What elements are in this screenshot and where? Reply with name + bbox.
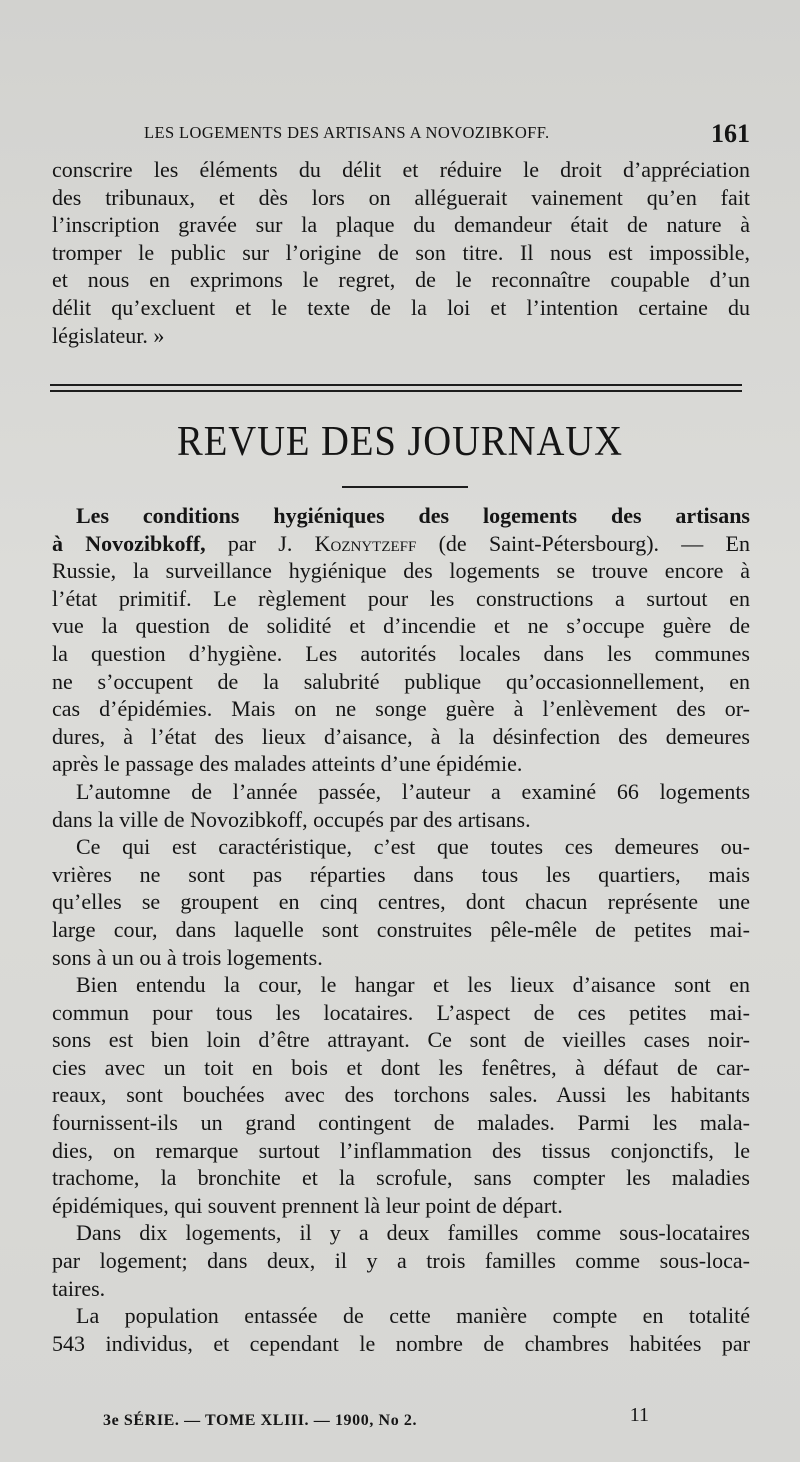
- text-line: tromper le public sur l’origine de son titre. Il nous est impossible,: [52, 239, 750, 265]
- article-author: Koznytzeff: [314, 530, 417, 556]
- article-title-end: à Novozibkoff,: [52, 530, 206, 556]
- running-title: LES LOGEMENTS DES ARTISANS A NOVOZIBKOFF.: [144, 123, 550, 142]
- text-line: vrières ne sont pas réparties dans tous les quartiers, mais: [52, 861, 750, 887]
- article-byline-rest: (de Saint-Pétersbourg). — En: [438, 530, 750, 556]
- article-body: [52, 502, 750, 1357]
- text-line: Bien entendu la cour, le hangar et les lieux d’aisance sont en: [76, 972, 750, 998]
- article-by: par J.: [227, 530, 293, 556]
- text-line: législateur. »: [52, 322, 165, 348]
- page-footer: [103, 1404, 649, 1434]
- text-line: dures, à l’état des lieux d’aisance, à la désinfection des demeures: [52, 723, 750, 749]
- text-line: commun pour tous les locataires. L’aspect de ces petites mai-: [52, 999, 750, 1025]
- text-line: cies avec un toit en bois et dont les fenêtres, à défaut de car-: [52, 1054, 750, 1080]
- signature-mark: 11: [629, 1404, 649, 1426]
- text-line: délit qu’excluent et le texte de la loi et l’intention certaine du: [52, 294, 750, 320]
- text-line: sons est bien loin d’être attrayant. Ce sont de vieilles cases noir-: [52, 1027, 750, 1053]
- page-number: 161: [711, 119, 750, 148]
- text-line: trachome, la bronchite et la scrofule, sans compter les maladies: [52, 1165, 750, 1191]
- series-line: 3e SÉRIE. — TOME XLIII. — 1900, No 2.: [103, 1412, 418, 1429]
- article-byline: [52, 530, 750, 558]
- text-line: épidémiques, qui souvent prennent là leur point de départ.: [52, 1192, 563, 1218]
- text-line: cas d’épidémies. Mais on ne songe guère à l’enlèvement des or-: [52, 696, 750, 722]
- text-line: taires.: [52, 1275, 106, 1301]
- text-line: dies, on remarque surtout l’inflammation des tissus conjonctifs, le: [52, 1137, 750, 1163]
- double-rule-divider: [50, 384, 742, 392]
- text-line: reaux, sont bouchées avec des torchons sales. Aussi les habitants: [52, 1082, 750, 1108]
- text-line: La population entassée de cette manière compte en totalité: [76, 1303, 750, 1329]
- text-line: L’automne de l’année passée, l’auteur a examiné 66 logements: [76, 778, 750, 804]
- text-line: l’inscription gravée sur la plaque du demandeur était de nature à: [52, 212, 750, 238]
- short-rule-divider: [342, 486, 468, 488]
- text-line: conscrire les éléments du délit et réduire le droit d’appréciation: [52, 157, 750, 182]
- text-line: dans la ville de Novozibkoff, occupés par des artisans.: [52, 806, 531, 832]
- text-line: fournissent-ils un grand contingent de malades. Parmi les mala-: [52, 1110, 750, 1136]
- text-line: l’état primitif. Le règlement pour les constructions a surtout en: [52, 585, 750, 611]
- text-line: après le passage des malades atteints d’une épidémie.: [52, 751, 523, 777]
- text-line: vue la question de solidité et d’incendie et ne s’occupe guère de: [52, 613, 750, 639]
- text-line: Dans dix logements, il y a deux familles comme sous-locataires: [76, 1220, 750, 1246]
- text-line: sons à un ou à trois logements.: [52, 944, 323, 970]
- section-title: REVUE DES JOURNAUX: [177, 419, 623, 465]
- continuation-paragraph: [52, 156, 750, 349]
- text-line: large cour, dans laquelle sont construites pêle-mêle de petites mai-: [52, 916, 750, 942]
- text-line: par logement; dans deux, il y a trois familles comme sous-loca-: [52, 1248, 750, 1274]
- article-title-line: [52, 502, 750, 530]
- text-line: Ce qui est caractéristique, c’est que toutes ces demeures ou-: [76, 834, 750, 860]
- running-head: [138, 119, 750, 149]
- text-line: la question d’hygiène. Les autorités locales dans les communes: [52, 640, 750, 666]
- article-title: Les conditions hygiéniques des logements des artisans: [76, 503, 750, 528]
- text-line: et nous en exprimons le regret, de le reconnaître coupable d’un: [52, 267, 750, 293]
- text-line: qu’elles se groupent en cinq centres, dont chacun représente une: [52, 889, 750, 915]
- text-line: Russie, la surveillance hygiénique des logements se trouve encore à: [52, 558, 750, 584]
- text-line: des tribunaux, et dès lors on alléguerait vainement qu’en fait: [52, 184, 750, 210]
- text-line: ne s’occupent de la salubrité publique qu’occasionnellement, en: [52, 668, 750, 694]
- text-line: 543 individus, et cependant le nombre de chambres habitées par: [52, 1330, 750, 1356]
